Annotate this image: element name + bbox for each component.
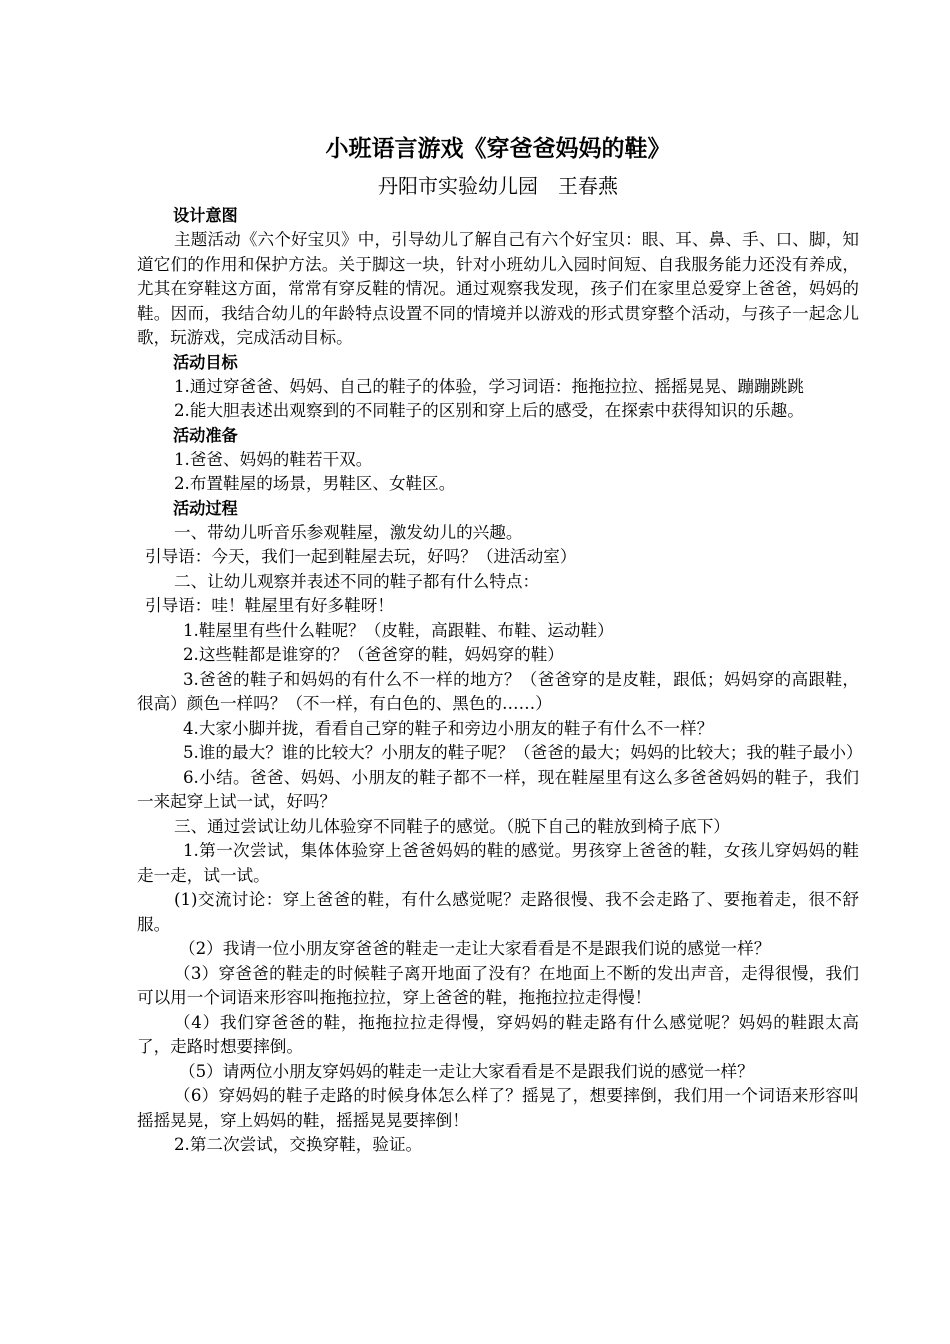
discussion-1: (1)交流讨论：穿上爸爸的鞋，有什么感觉呢？走路很慢、我不会走路了、要拖着走，很不舒服。	[137, 890, 859, 934]
second-trial: 2.第二次尝试，交换穿鞋，验证。	[174, 1135, 423, 1154]
question-1: 1.鞋屋里有些什么鞋呢？（皮鞋，高跟鞋、布鞋、运动鞋）	[183, 620, 614, 640]
section-heading-process: 活动过程	[173, 498, 238, 518]
question-2: 2.这些鞋都是谁穿的？（爸爸穿的鞋，妈妈穿的鞋）	[183, 645, 564, 664]
discussion-5: （5）请两位小朋友穿妈妈的鞋走一走让大家看看是不是跟我们说的感觉一样？	[179, 1061, 754, 1081]
preparation-item-1: 1.爸爸、妈妈的鞋若干双。	[174, 449, 373, 469]
discussion-4: （4）我们穿爸爸的鞋，拖拖拉拉走得慢，穿妈妈的鞋走路有什么感觉呢？妈妈的鞋跟太高了，走路时想要摔倒。	[137, 1012, 859, 1056]
guide-prompt-2: 引导语：哇！鞋屋里有好多鞋呀！	[145, 596, 394, 615]
goal-item-2: 2.能大胆表述出观察到的不同鞋子的区别和穿上后的感受，在探索中获得知识的乐趣。	[174, 401, 804, 420]
document-title: 小班语言游戏《穿爸爸妈妈的鞋》	[325, 136, 671, 162]
process-step-2: 二、让幼儿观察并表述不同的鞋子都有什么特点：	[174, 571, 540, 591]
question-4: 4.大家小脚并拢，看看自己穿的鞋子和旁边小朋友的鞋子有什么不一样？	[183, 718, 714, 738]
design-intent-paragraph: 主题活动《六个好宝贝》中，引导幼儿了解自己有六个好宝贝：眼、耳、鼻、手、口、脚，知道它们的作用和保护方法。关于脚这一块，针对小班幼儿入园时间短、自我服务能力还没有养成，尤其在穿鞋这方面，常常有穿反鞋的情况。通过观察我发现，孩子们在家里总爱穿上爸爸，妈妈的鞋。因而，我结合幼儿的年龄特点设置不同的情境并以游戏的形式贯穿整个活动，与孩子一起念儿歌，玩游戏，完成活动目标。	[137, 230, 859, 347]
question-3: 3.爸爸的鞋子和妈妈的有什么不一样的地方？（爸爸穿的是皮鞋，跟低；妈妈穿的高跟鞋，很高）颜色一样吗？（不一样，有白色的、黑色的……）	[137, 669, 859, 713]
guide-prompt-1: 引导语：今天，我们一起到鞋屋去玩，好吗？（进活动室）	[145, 547, 577, 566]
first-trial: 1.第一次尝试，集体体验穿上爸爸妈妈的鞋的感觉。男孩穿上爸爸的鞋，女孩儿穿妈妈的鞋走一走，试一试。	[137, 841, 859, 885]
process-step-3: 三、通过尝试让幼儿体验穿不同鞋子的感觉。（脱下自己的鞋放到椅子底下）	[174, 816, 730, 836]
document-page	[137, 132, 863, 1158]
section-heading-design-intent: 设计意图	[173, 206, 238, 225]
question-5: 5.谁的最大？谁的比较大？小朋友的鞋子呢？（爸爸的最大；妈妈的比较大；我的鞋子最小）	[183, 743, 863, 762]
summary-item: 6.小结。爸爸、妈妈、小朋友的鞋子都不一样，现在鞋屋里有这么多爸爸妈妈的鞋子，我们一来起穿上试一试，好吗？	[137, 767, 859, 811]
goal-item-1: 1.通过穿爸爸、妈妈、自己的鞋子的体验，学习词语：拖拖拉拉、摇摇晃晃、蹦蹦跳跳	[174, 376, 804, 396]
discussion-6: （6）穿妈妈的鞋子走路的时候身体怎么样了？摇晃了，想要摔倒，我们用一个词语来形容叫摇摇晃晃，穿上妈妈的鞋，摇摇晃晃要摔倒！	[137, 1086, 859, 1130]
preparation-item-2: 2.布置鞋屋的场景，男鞋区、女鞋区。	[174, 474, 456, 493]
section-heading-preparation: 活动准备	[173, 425, 238, 445]
discussion-3: （3）穿爸爸的鞋走的时候鞋子离开地面了没有？在地面上不断的发出声音，走得很慢，我们可以用一个词语来形容叫拖拖拉拉，穿上爸爸的鞋，拖拖拉拉走得慢！	[137, 963, 859, 1007]
discussion-2: （2）我请一位小朋友穿爸爸的鞋走一走让大家看看是不是跟我们说的感觉一样？	[179, 939, 771, 958]
section-heading-goals: 活动目标	[173, 352, 238, 372]
author-line: 丹阳市实验幼儿园 王春燕	[378, 174, 618, 198]
process-step-1: 一、带幼儿听音乐参观鞋屋，激发幼儿的兴趣。	[174, 522, 523, 542]
